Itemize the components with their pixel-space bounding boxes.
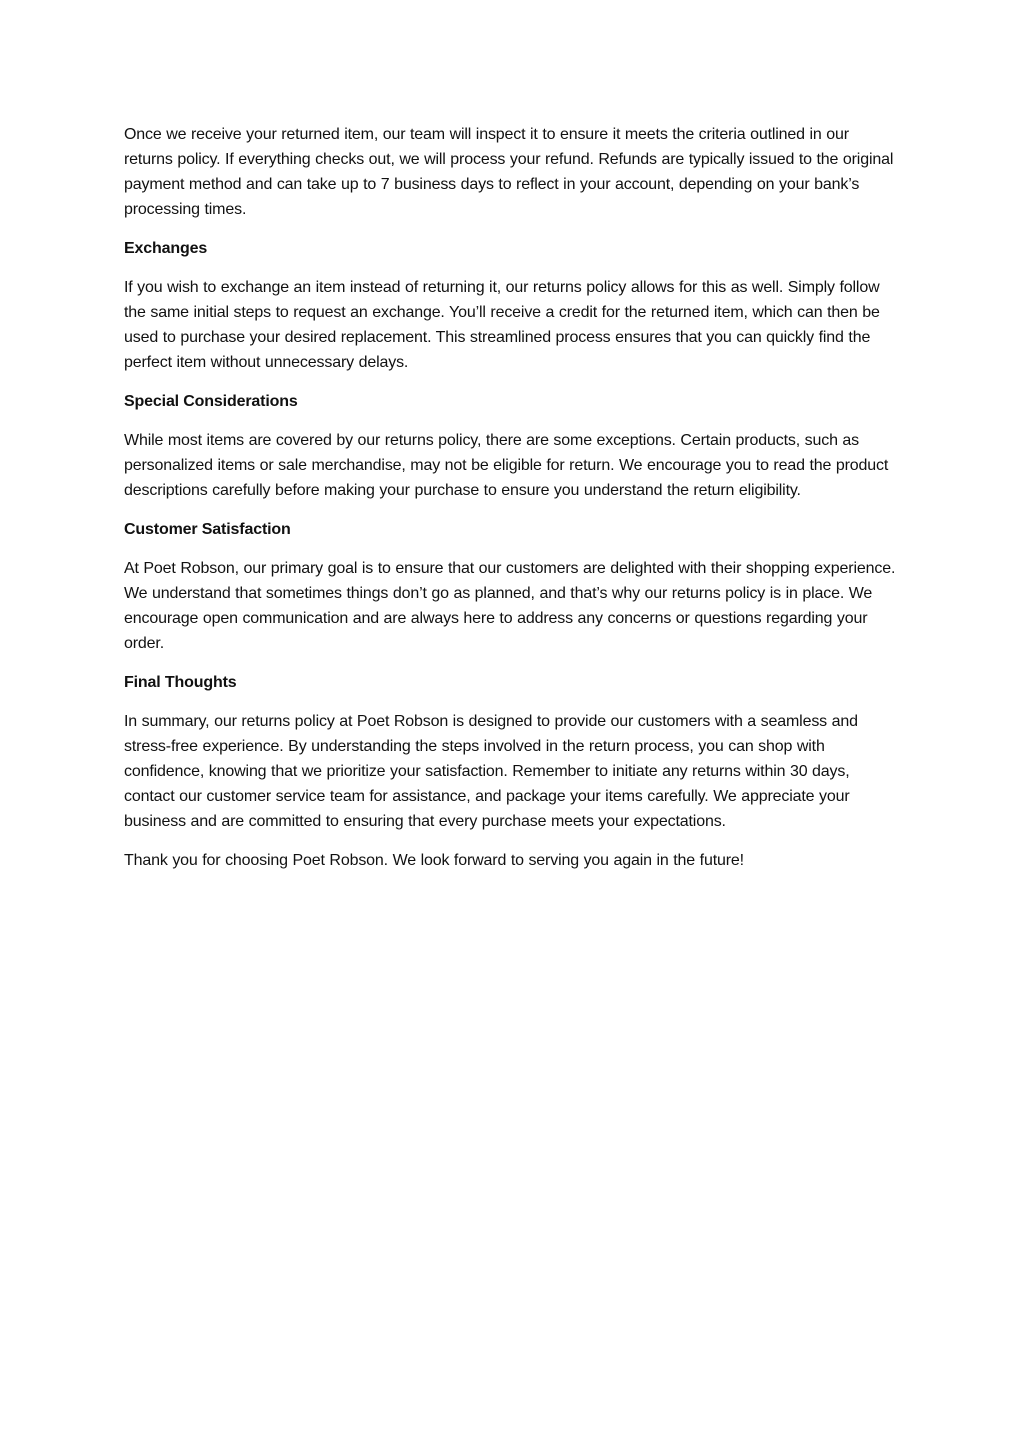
section-heading-final-thoughts: Final Thoughts bbox=[124, 674, 237, 691]
section-body-customer-satisfaction: At Poet Robson, our primary goal is to ensure that our customers are delighted with their shopping experience. We understand that sometimes things don’t go as planned, and that’s why our returns policy is in place. We encourage open communication and are always here to address any concerns or questions regarding your order. bbox=[124, 560, 896, 652]
section-heading-exchanges: Exchanges bbox=[124, 240, 208, 257]
section-heading-customer-satisfaction: Customer Satisfaction bbox=[124, 521, 291, 538]
closing-paragraph: Thank you for choosing Poet Robson. We look forward to serving you again in the future! bbox=[124, 852, 744, 869]
section-body-exchanges: If you wish to exchange an item instead of returning it, our returns policy allows for this as well. Simply follow the same initial steps to request an exchange. You’ll receive a credit for the returned item, which can then be used to purchase your desired replacement. This streamlined process ensures that you can quickly find the perfect item without unnecessary delays. bbox=[124, 279, 880, 371]
section-body-final-thoughts: In summary, our returns policy at Poet Robson is designed to provide our customers with a seamless and stress-free experience. By understanding the steps involved in the return process, you can shop with confidence, knowing that we prioritize your satisfaction. Remember to initiate any returns within 30 days, contact our customer service team for assistance, and package your items carefully. We appreciate your business and are committed to ensuring that every purchase meets your expectations. bbox=[124, 713, 858, 830]
section-heading-special-considerations: Special Considerations bbox=[124, 393, 298, 410]
section-body-special-considerations: While most items are covered by our returns policy, there are some exceptions. Certain products, such as personalized items or sale merchandise, may not be eligible for return. We encourage you to read the product descriptions carefully before making your purchase to ensure you understand the return eligibility. bbox=[124, 432, 889, 499]
intro-paragraph: Once we receive your returned item, our team will inspect it to ensure it meets the criteria outlined in our returns policy. If everything checks out, we will process your refund. Refunds are typically issued to the original payment method and can take up to 7 business days to reflect in your account, depending on your bank’s processing times. bbox=[124, 126, 894, 218]
document-page bbox=[124, 122, 899, 887]
